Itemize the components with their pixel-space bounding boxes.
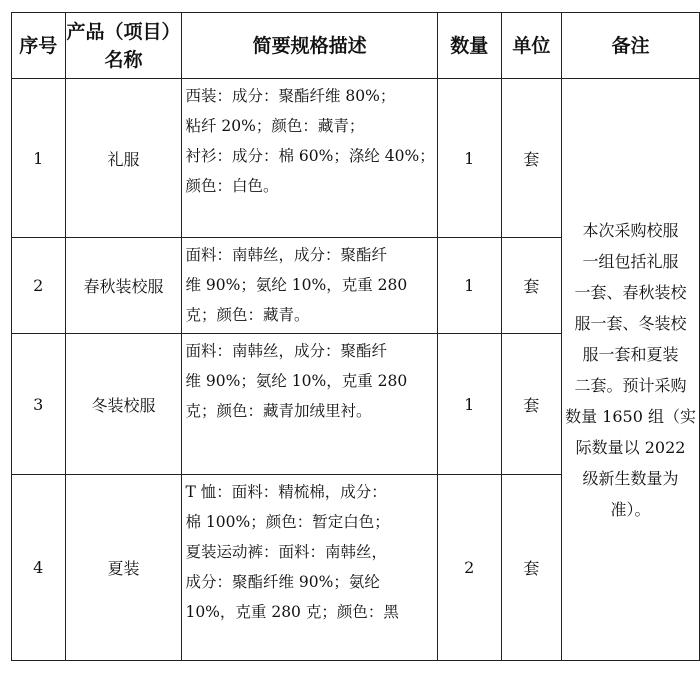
spec-line: 面料：南韩丝，成分：聚酯纤 — [185, 342, 387, 360]
table-row — [12, 79, 700, 238]
row-name: 冬装校服 — [65, 334, 182, 475]
row-spec — [182, 79, 437, 238]
remark-line: 服一套、冬装校 — [574, 313, 687, 333]
remark-line: 本次采购校服 — [582, 220, 679, 240]
row-seq: 2 — [12, 238, 66, 334]
header-spec: 简要规格描述 — [182, 13, 437, 79]
header-name-line1: 产品（项目） — [66, 20, 181, 43]
remark-cell — [562, 79, 700, 661]
header-remark: 备注 — [562, 13, 700, 79]
remark-line: 二套。预计采购 — [574, 375, 687, 395]
header-row — [12, 13, 700, 79]
procurement-table — [11, 12, 700, 661]
spec-line: 克；颜色：藏青加绒里衬。 — [185, 402, 372, 420]
spec-line: 维 90%；氨纶 10%，克重 280 — [185, 372, 408, 390]
remark-line: 一套、春秋装校 — [574, 282, 687, 302]
row-unit: 套 — [501, 79, 561, 238]
row-spec — [182, 475, 437, 661]
row-unit: 套 — [501, 238, 561, 334]
spec-line: 粘纤 20%；颜色：藏青； — [185, 117, 365, 135]
spec-line: 棉 100%；颜色：暂定白色； — [185, 513, 390, 531]
row-name: 礼服 — [65, 79, 182, 238]
row-unit: 套 — [501, 475, 561, 661]
spec-line: 维 90%；氨纶 10%，克重 280 — [185, 276, 408, 294]
row-spec — [182, 334, 437, 475]
spec-line: T 恤：面料：精梳棉，成分： — [185, 483, 387, 501]
header-seq: 序号 — [12, 13, 66, 79]
remark-line: 数量 1650 组（实 — [565, 406, 696, 426]
document-page — [11, 12, 700, 661]
row-spec — [182, 238, 437, 334]
row-qty: 1 — [437, 334, 501, 475]
remark-line: 际数量以 2022 — [575, 437, 686, 457]
spec-line: 颜色：白色。 — [185, 177, 279, 195]
row-seq: 1 — [12, 79, 66, 238]
remark-line: 一组包括礼服 — [582, 251, 679, 271]
row-name: 夏装 — [65, 475, 182, 661]
spec-line: 衬衫：成分：棉 60%；涤纶 40%； — [185, 147, 435, 165]
header-unit: 单位 — [501, 13, 561, 79]
row-unit: 套 — [501, 334, 561, 475]
spec-line: 成分：聚酯纤维 90%；氨纶 — [185, 573, 380, 591]
spec-line: 夏装运动裤：面料：南韩丝， — [185, 543, 387, 561]
remark-line: 级新生数量为 — [582, 468, 679, 488]
spec-line: 克；颜色：藏青。 — [185, 306, 310, 324]
row-seq: 3 — [12, 334, 66, 475]
spec-line: 西装：成分：聚酯纤维 80%； — [185, 87, 396, 105]
row-name: 春秋装校服 — [65, 238, 182, 334]
row-qty: 1 — [437, 79, 501, 238]
header-qty: 数量 — [437, 13, 501, 79]
row-seq: 4 — [12, 475, 66, 661]
spec-line: 面料：南韩丝，成分：聚酯纤 — [185, 246, 387, 264]
remark-line: 服一套和夏装 — [582, 344, 679, 364]
row-qty: 1 — [437, 238, 501, 334]
header-name-line2: 名称 — [104, 48, 143, 71]
remark-line: 准）。 — [610, 499, 651, 519]
row-qty: 2 — [437, 475, 501, 661]
header-name — [65, 13, 182, 79]
spec-line: 10%，克重 280 克；颜色：黑 — [185, 603, 399, 621]
